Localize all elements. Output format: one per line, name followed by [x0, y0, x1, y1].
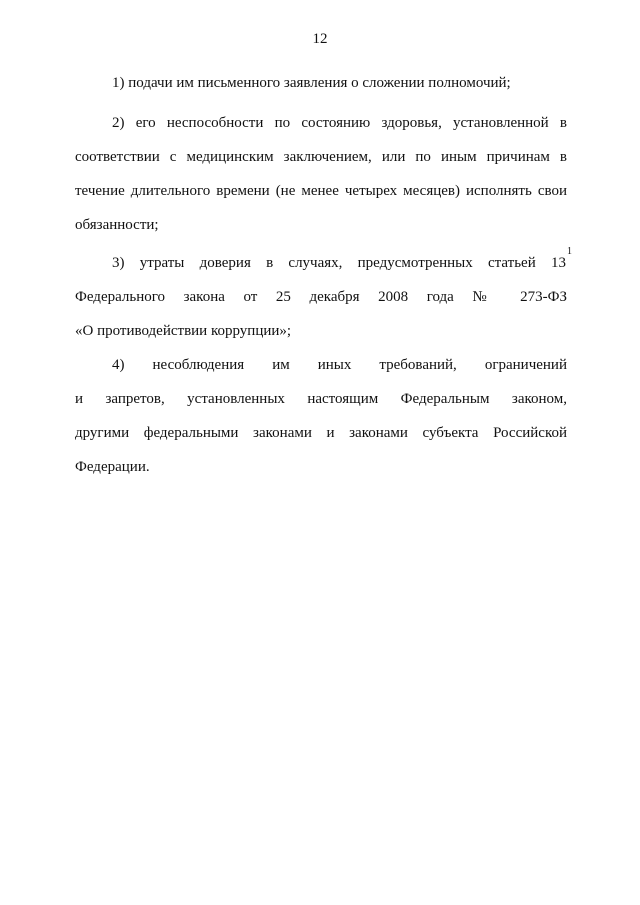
text-line: Федерального закона от 25 декабря 2008 года № 273-ФЗ — [75, 289, 567, 305]
text-line: 1) подачи им письменного заявления о сложении полномочий; — [112, 75, 511, 91]
text-line — [112, 246, 572, 272]
text-line-body: 3) утраты доверия в случаях, предусмотренных статьей 13 — [112, 255, 566, 271]
text-line: «О противодействии коррупции»; — [75, 323, 292, 339]
text-line: соответствии с медицинским заключением, или по иным причинам в — [75, 149, 567, 165]
text-line: и запретов, установленных настоящим Федеральным законом, — [75, 391, 567, 407]
text-line: 4) несоблюдения им иных требований, ограничений — [112, 357, 567, 373]
text-line: 2) его неспособности по состоянию здоровья, установленной в — [112, 115, 567, 131]
text-line: обязанности; — [75, 217, 159, 233]
text-line: Федерации. — [75, 459, 150, 475]
text-line: течение длительного времени (не менее четырех месяцев) исполнять свои — [75, 183, 567, 199]
superscript: 1 — [567, 246, 572, 257]
page-number: 12 — [312, 31, 328, 47]
text-line: другими федеральными законами и законами субъекта Российской — [75, 425, 567, 441]
